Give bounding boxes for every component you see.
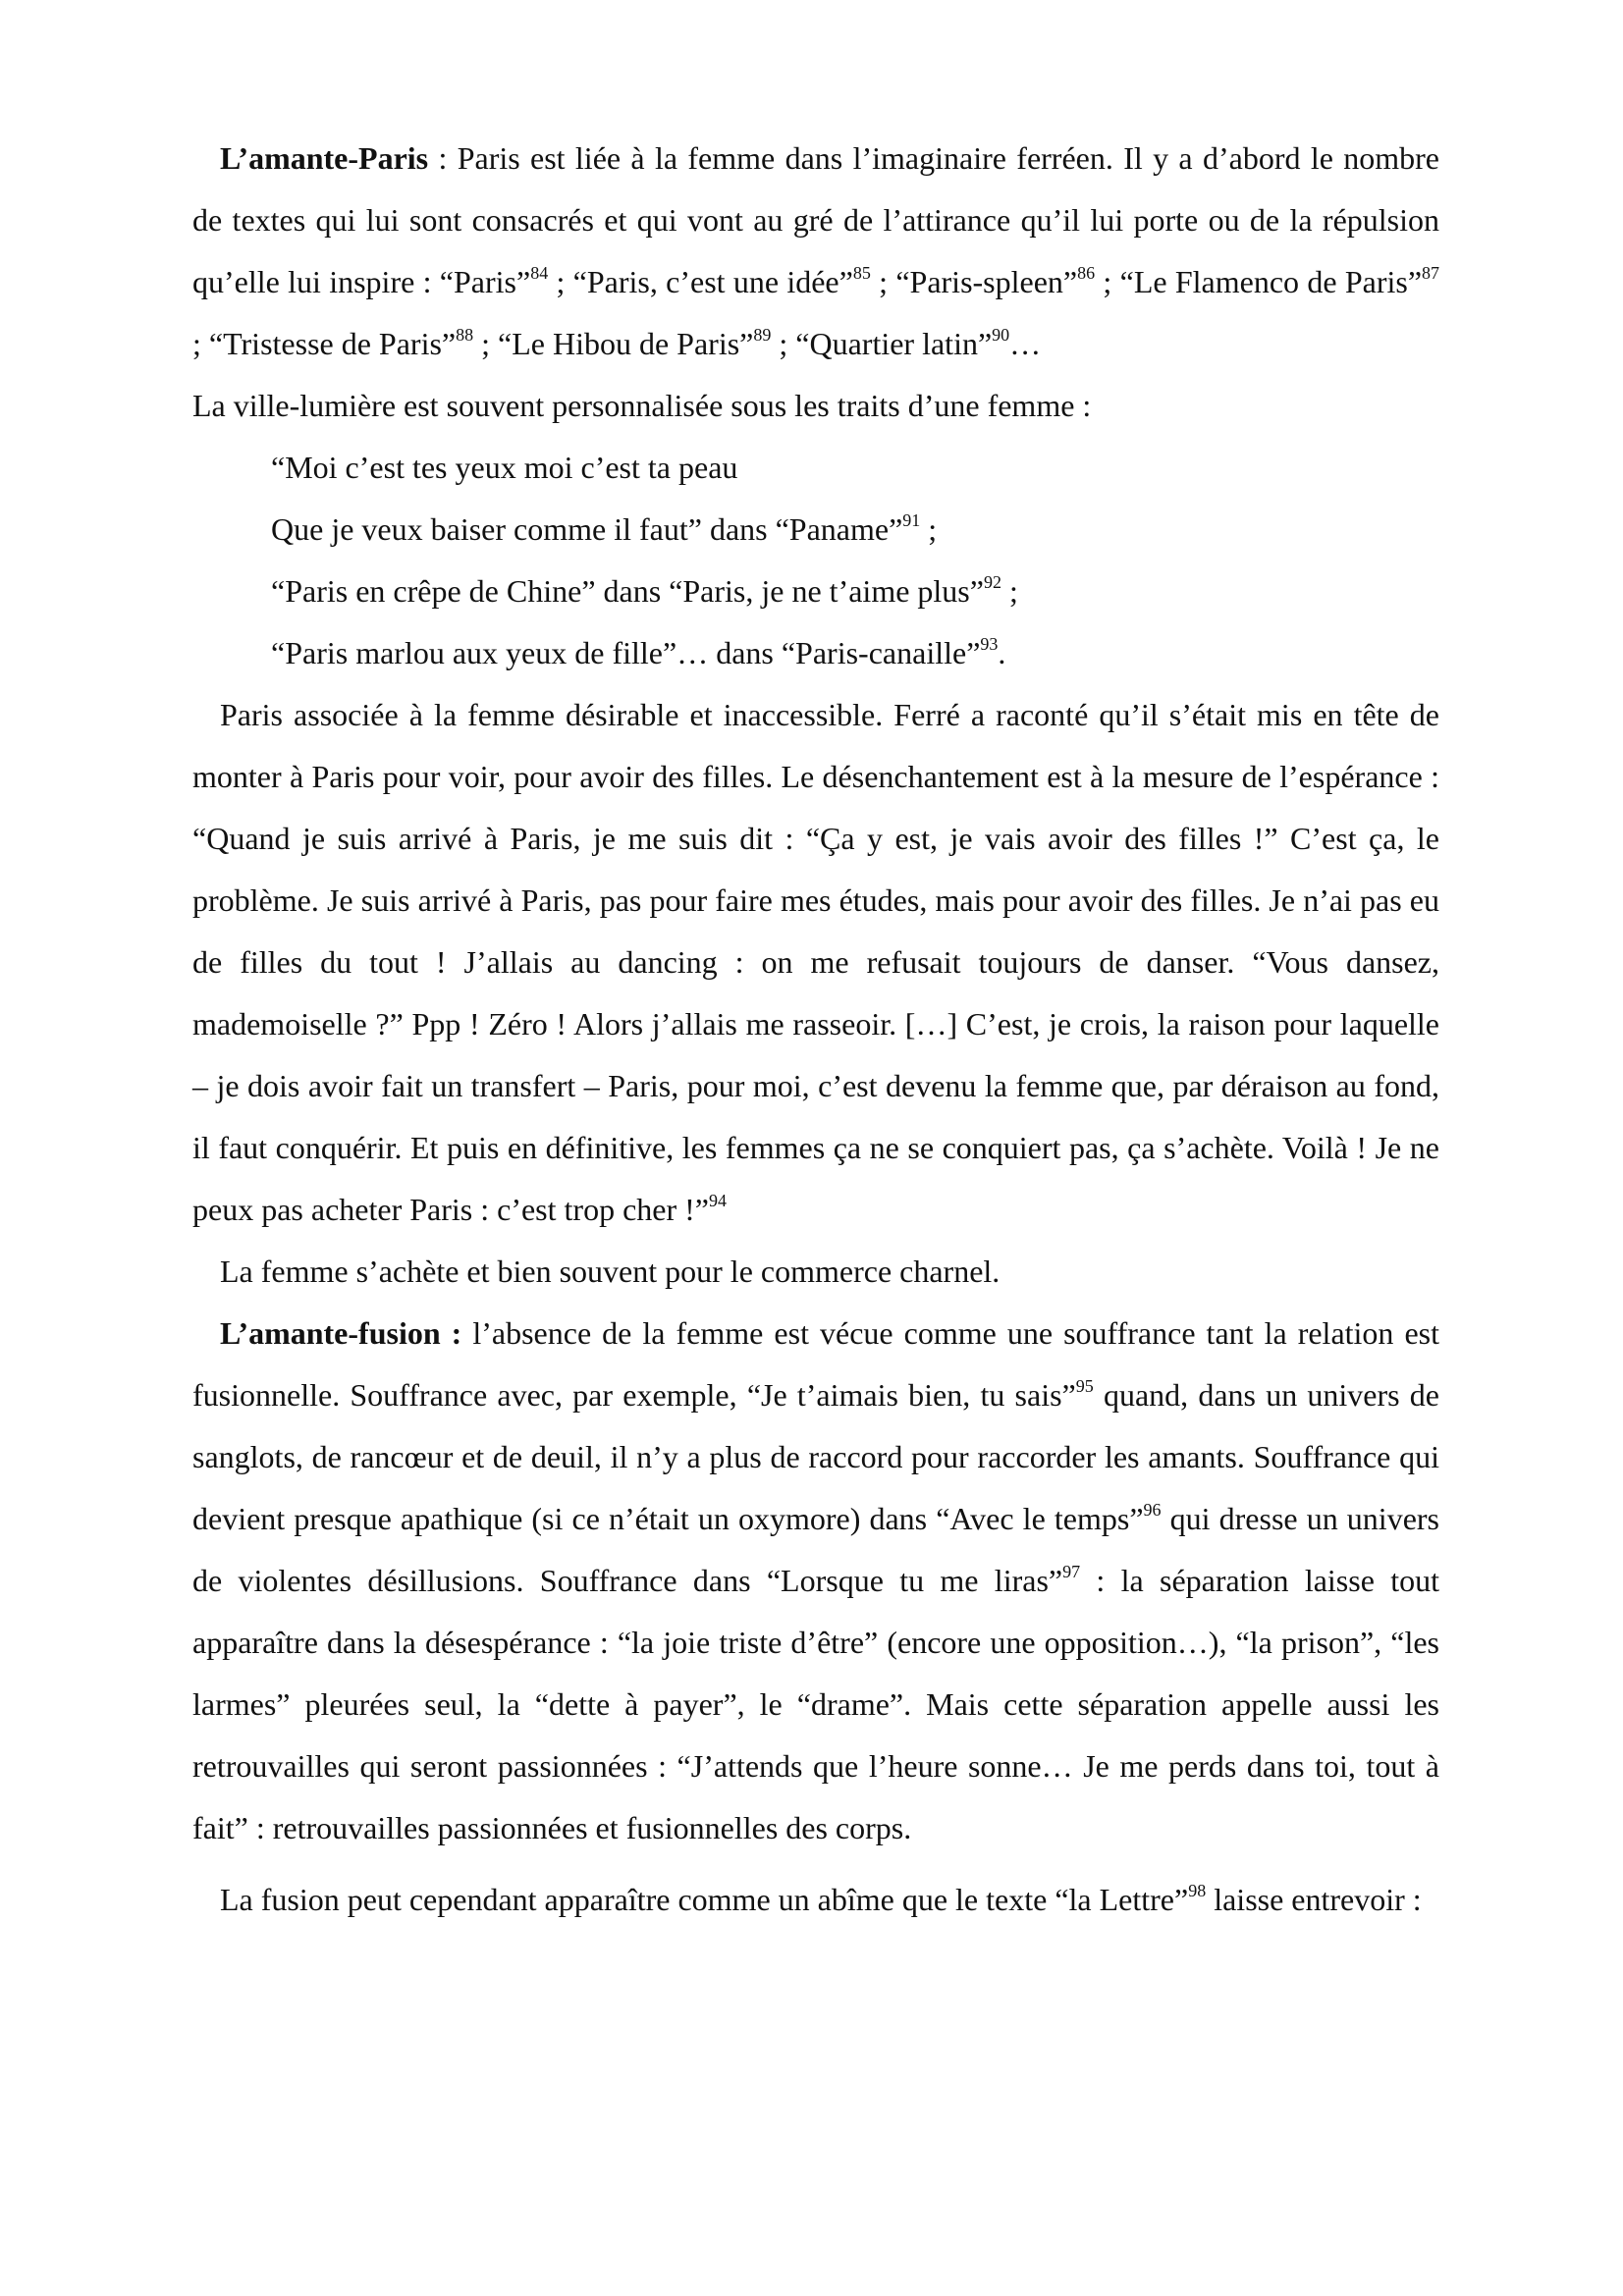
paragraph-text: laisse entrevoir : (1206, 1882, 1422, 1917)
paragraph-text: … (1009, 326, 1042, 361)
footnote-ref-96[interactable]: 96 (1143, 1500, 1162, 1521)
verse-line-2 (271, 499, 1439, 561)
verse-text: “Paris marlou aux yeux de fille”… dans “Paris-canaille” (271, 635, 981, 670)
footnote-ref-89[interactable]: 89 (753, 325, 772, 346)
verse-quotations (192, 437, 1439, 684)
paragraph-text: : Paris est liée à la femme dans l’imaginaire ferréen. Il y a d’abord le nombre de textes qui lui sont consacrés et qui vont au gré de l’attirance qu’il lui porte ou de la répulsion qu’elle lui inspire : “Paris” (192, 140, 1439, 299)
footnote-ref-94[interactable]: 94 (708, 1191, 727, 1211)
paragraph-text: ; “Le Hibou de Paris” (473, 326, 754, 361)
paragraph-paris-associee (192, 684, 1439, 1241)
footnote-ref-95[interactable]: 95 (1075, 1376, 1094, 1397)
footnote-ref-87[interactable]: 87 (1422, 263, 1440, 284)
footnote-ref-93[interactable]: 93 (980, 634, 999, 655)
paragraph-text: l’absence de la femme est vécue comme une souffrance tant la relation est fusionnelle. Souffrance avec, par exemple, “Je t’aimais bien, tu sais” (192, 1315, 1440, 1413)
footnote-ref-97[interactable]: 97 (1062, 1562, 1081, 1582)
paragraph-text: ; “Le Flamenco de Paris” (1095, 264, 1423, 299)
verse-line-1: “Moi c’est tes yeux moi c’est ta peau (271, 450, 738, 485)
verse-text: Que je veux baiser comme il faut” dans “Paname” (271, 511, 903, 547)
verse-line-4 (271, 622, 1439, 684)
paragraph-text: La fusion peut cependant apparaître comme un abîme que le texte “la Lettre” (220, 1882, 1189, 1917)
footnote-ref-98[interactable]: 98 (1188, 1881, 1207, 1901)
footnote-ref-84[interactable]: 84 (530, 263, 549, 284)
paragraph-text: ; “Tristesse de Paris” (192, 326, 457, 361)
paragraph-text: ; “Paris, c’est une idée” (548, 264, 853, 299)
paragraph-text: ; “Quartier latin” (771, 326, 993, 361)
paragraph-text: quand, dans un univers de sanglots, de rancœur et de deuil, il n’y a plus de raccord pour raccorder les amants. Souffrance qui devient presque apathique (si ce n’était un oxymore) dans “Avec le temps” (192, 1377, 1440, 1536)
paragraph-ville-lumiere: La ville-lumière est souvent personnalisée sous les traits d’une femme : (192, 388, 1092, 423)
footnote-ref-92[interactable]: 92 (983, 572, 1001, 593)
verse-text: “Paris en crêpe de Chine” dans “Paris, je ne t’aime plus” (271, 573, 984, 609)
section-heading-amante-fusion: L’amante-fusion : (220, 1315, 462, 1351)
paragraph-text: Paris associée à la femme désirable et inaccessible. Ferré a raconté qu’il s’était mis en tête de monter à Paris pour voir, pour avoir des filles. Le désenchantement est à la mesure de l’espérance : “Quand je suis arrivé à Paris, je me suis dit : “Ça y est, je vais avoir des filles !” C’est ça, le problème. Je suis arrivé à Paris, pas pour faire mes études, mais pour avoir des filles. Je n’ai pas eu de filles du tout ! J’allais au dancing : on me refusait toujours de danser. “Vous dansez, mademoiselle ?” Ppp ! Zéro ! Alors j’allais me rasseoir. […] C’est, je crois, la raison pour laquelle – je dois avoir fait un transfert – Paris, pour moi, c’est devenu la femme que, par déraison au fond, il faut conquérir. Et puis en définitive, les femmes ça ne se conquiert pas, ça s’achète. Voilà ! Je ne peux pas acheter Paris : c’est trop cher !” (192, 697, 1439, 1227)
section-heading-amante-paris: L’amante-Paris (220, 140, 429, 176)
paragraph-fusion-abime (192, 1869, 1439, 1931)
document-page (192, 128, 1439, 1931)
footnote-ref-90[interactable]: 90 (992, 325, 1010, 346)
paragraph-text: qui dresse un univers de violentes désillusions. Souffrance dans “Lorsque tu me liras” (192, 1501, 1440, 1598)
verse-line-3 (271, 561, 1439, 622)
paragraph-text: ; “Paris-spleen” (870, 264, 1078, 299)
footnote-ref-88[interactable]: 88 (456, 325, 474, 346)
footnote-ref-91[interactable]: 91 (902, 510, 921, 531)
footnote-ref-85[interactable]: 85 (852, 263, 871, 284)
verse-text: ; (920, 511, 938, 547)
verse-text: . (998, 635, 1006, 670)
paragraph-text: : la séparation laisse tout apparaître dans la désespérance : “la joie triste d’être” (encore une opposition…), “la prison”, “les larmes” pleurées seul, la “dette à payer”, le “drame”. Mais cette séparation appelle aussi les retrouvailles qui seront passionnées : “J’attends que l’heure sonne… Je me perds dans toi, tout à fait” : retrouvailles passionnées et fusionnelles des corps. (192, 1563, 1440, 1845)
paragraph-amante-fusion (192, 1303, 1439, 1859)
paragraph-amante-paris (192, 128, 1439, 375)
paragraph-femme-achete: La femme s’achète et bien souvent pour le commerce charnel. (220, 1254, 1001, 1289)
footnote-ref-86[interactable]: 86 (1077, 263, 1096, 284)
verse-text: ; (1001, 573, 1018, 609)
